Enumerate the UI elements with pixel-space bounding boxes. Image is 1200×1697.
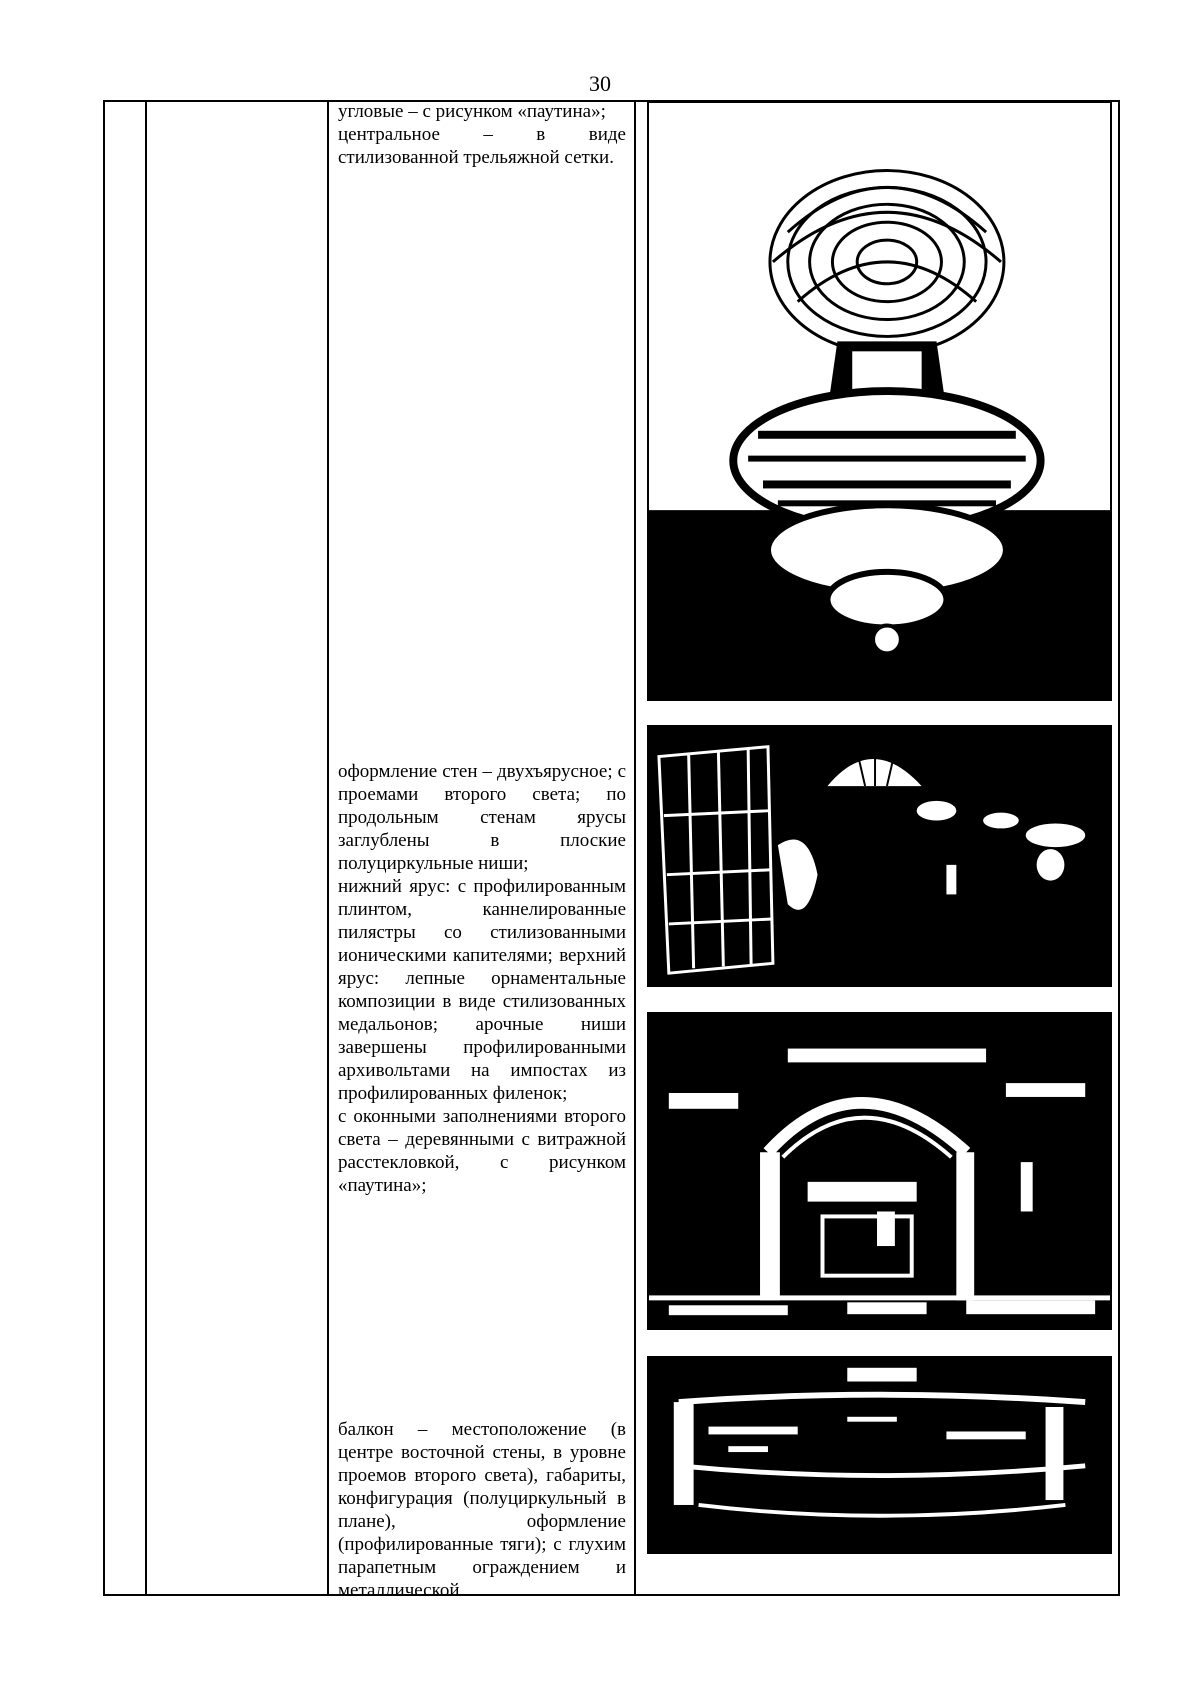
paragraph: центральное – в виде стилизованной трельяжной сетки. <box>338 124 626 168</box>
chandelier-photo <box>647 101 1112 701</box>
column-divider-2 <box>327 100 329 1596</box>
wall-upper-tier-photo <box>647 725 1112 987</box>
chandelier-illustration <box>649 103 1110 699</box>
column-divider-1 <box>145 100 147 1596</box>
column-divider-3 <box>634 100 636 1596</box>
paragraph: угловые – с рисунком «паутина»; <box>338 101 606 122</box>
page-number: 30 <box>589 71 611 96</box>
balcony-photo <box>647 1356 1112 1554</box>
balcony-illustration <box>649 1358 1110 1552</box>
paragraph: балкон – местоположение (в центре восточной стены, в уровне проемов второго света), габариты, конфигурация (полуциркульный в плане), оформление (профилированные тяги); с глухим парапетным ограждением и металлической <box>338 1419 626 1601</box>
wall-illustration <box>649 727 1110 985</box>
text-block-ceiling <box>338 100 626 169</box>
niche-illustration <box>649 1014 1110 1328</box>
text-block-balcony <box>338 1418 626 1602</box>
paragraph: с оконными заполнениями второго света – деревянными с витражной расстекловкой, с рисунком «паутина»; <box>338 1106 626 1196</box>
paragraph: оформление стен – двухъярусное; с проемами второго света; по продольным стенам ярусы заглублены в плоские полуциркульные ниши; <box>338 761 626 874</box>
paragraph: нижний ярус: с профилированным плинтом, каннелированные пилястры со стилизованными ионическими капителями; верхний ярус: лепные орнаментальные композиции в виде стилизованных медальонов; арочные ниши завершены профилированными архивольтами на импостах из профилированных филенок; <box>338 876 626 1104</box>
text-block-walls <box>338 760 626 1197</box>
arched-niche-photo <box>647 1012 1112 1330</box>
